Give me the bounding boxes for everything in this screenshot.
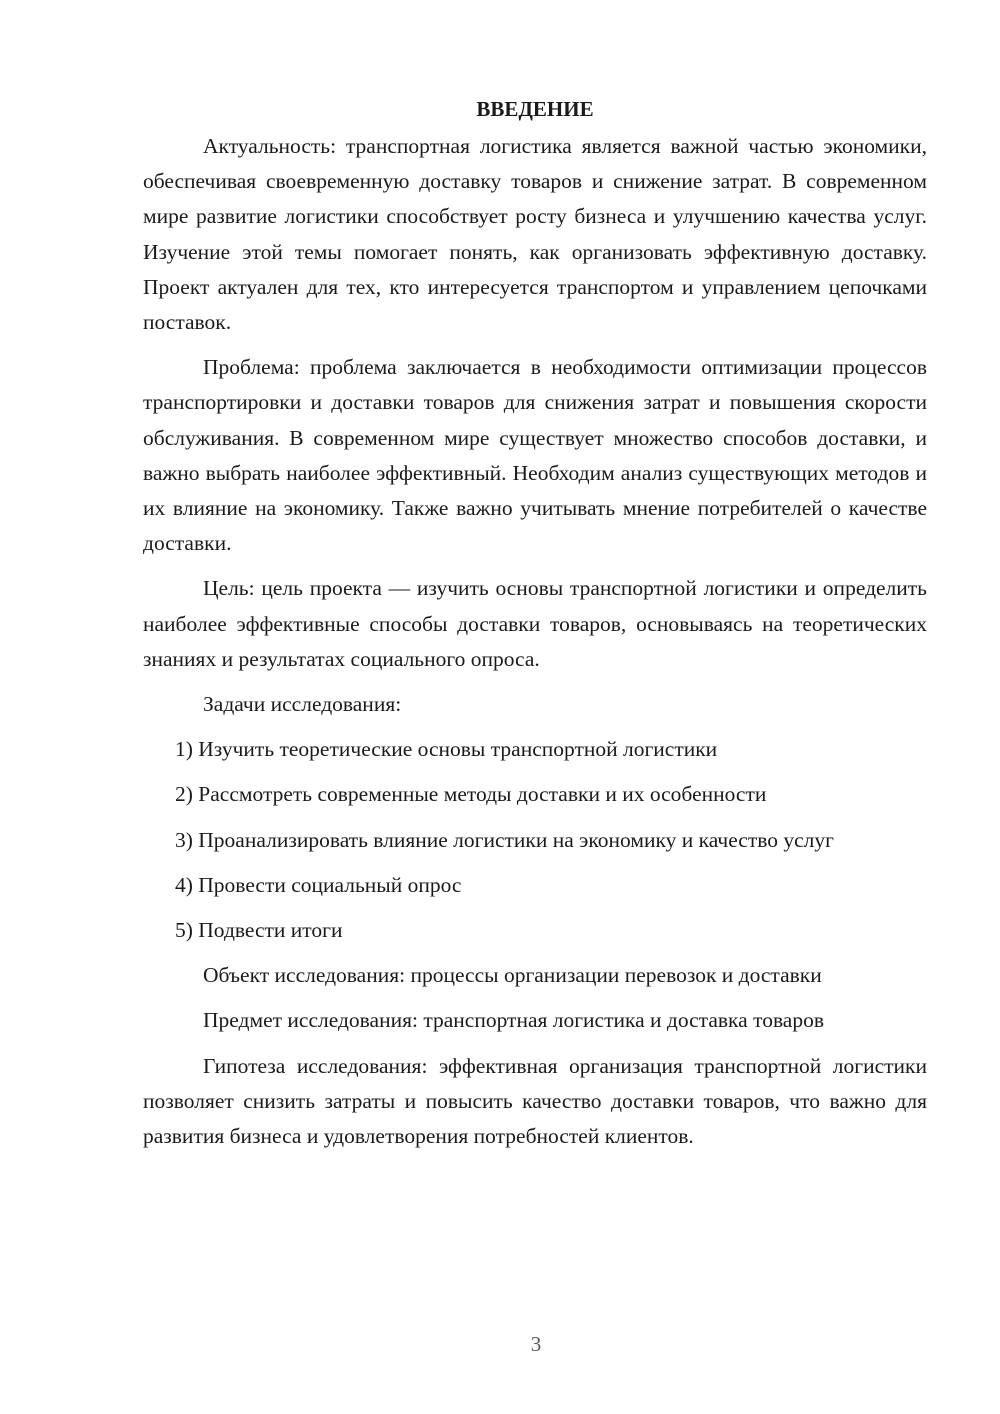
section-heading: ВВЕДЕНИЕ bbox=[476, 97, 594, 121]
page-number: 3 bbox=[530, 1332, 542, 1356]
goal-paragraph: Цель: цель проекта — изучить основы транспортной логистики и определить наиболее эффективные способы доставки товаров, основываясь на теоретических знаниях и результатах социального опроса. bbox=[143, 576, 927, 671]
problem-paragraph: Проблема: проблема заключается в необходимости оптимизации процессов транспортировки и доставки товаров для снижения затрат и повышения скорости обслуживания. В современном мире существует множество способов доставки, и важно выбрать наиболее эффективный. Необходим анализ существующих методов и их влияние на экономику. Также важно учитывать мнение потребителей о качестве доставки. bbox=[143, 355, 927, 556]
task-item-2: 2) Рассмотреть современные методы доставки и их особенности bbox=[175, 782, 767, 807]
relevance-paragraph: Актуальность: транспортная логистика является важной частью экономики, обеспечивая своевременную доставку товаров и снижение затрат. В современном мире развитие логистики способствует росту бизнеса и улучшению качества услуг. Изучение этой темы помогает понять, как организовать эффективную доставку. Проект актуален для тех, кто интересуется транспортом и управлением цепочками поставок. bbox=[143, 134, 927, 335]
task-item-3: 3) Проанализировать влияние логистики на экономику и качество услуг bbox=[175, 827, 834, 852]
task-item-5: 5) Подвести итоги bbox=[175, 918, 343, 943]
subject-paragraph: Предмет исследования: транспортная логистика и доставка товаров bbox=[203, 1008, 825, 1033]
task-item-4: 4) Провести социальный опрос bbox=[175, 872, 462, 897]
object-paragraph: Объект исследования: процессы организации перевозок и доставки bbox=[203, 963, 822, 988]
tasks-heading: Задачи исследования: bbox=[203, 692, 402, 717]
document-page bbox=[143, 92, 927, 1164]
task-item-1: 1) Изучить теоретические основы транспортной логистики bbox=[175, 737, 718, 762]
hypothesis-paragraph: Гипотеза исследования: эффективная организация транспортной логистики позволяет снизить затраты и повысить качество доставки товаров, что важно для развития бизнеса и удовлетворения потребностей клиентов. bbox=[143, 1053, 927, 1149]
